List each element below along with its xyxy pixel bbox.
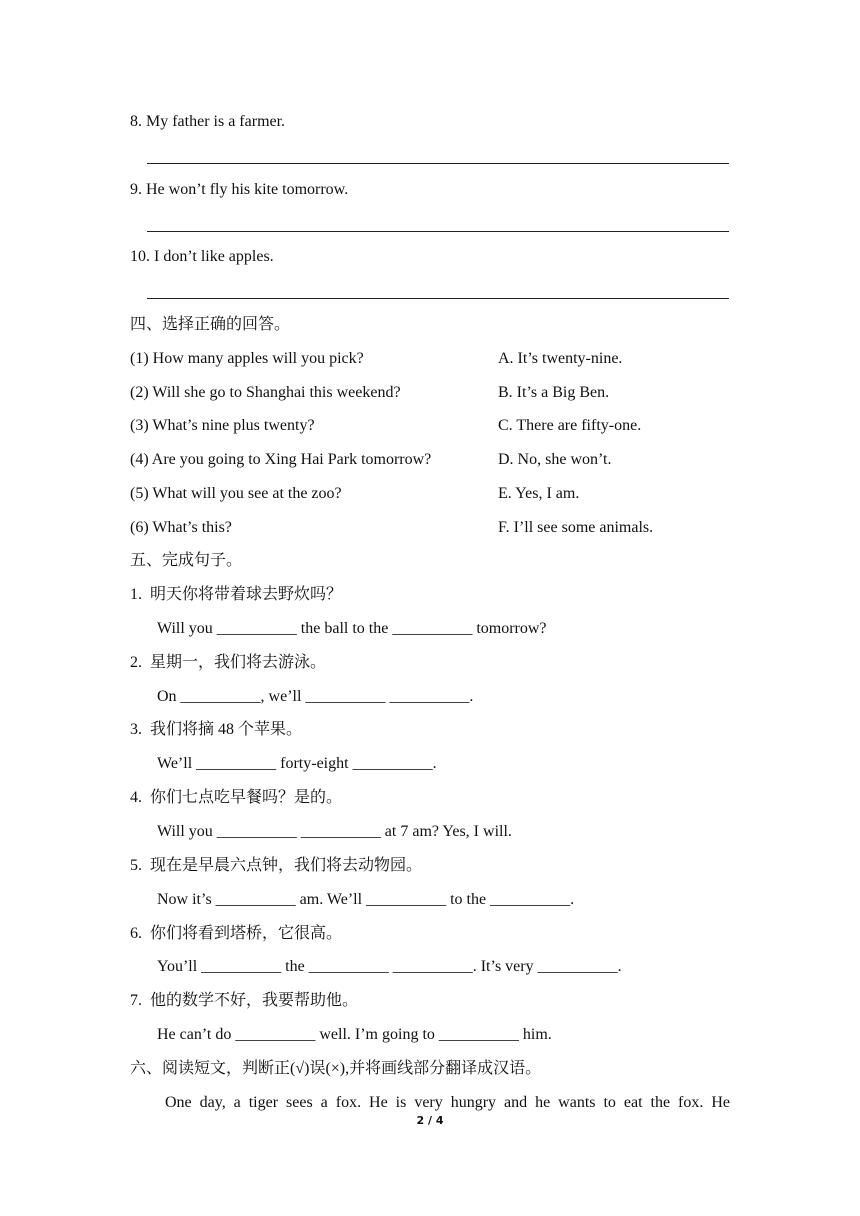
- item-6-chinese: 6. 你们将看到塔桥，它很高。: [130, 925, 343, 942]
- answer-e: E. Yes, I am.: [498, 485, 580, 502]
- answer-d: D. No, she won’t.: [498, 451, 612, 468]
- question-4: (4) Are you going to Xing Hai Park tomorrow?: [130, 451, 432, 468]
- question-3: (3) What’s nine plus twenty?: [130, 417, 315, 434]
- answer-line-10: [147, 298, 729, 299]
- question-2: (2) Will she go to Shanghai this weekend?: [130, 384, 401, 401]
- item-1-english: Will you __________ the ball to the __________ tomorrow?: [157, 620, 547, 637]
- item-2-chinese: 2. 星期一，我们将去游泳。: [130, 654, 327, 671]
- sentence-9: 9. He won’t fly his kite tomorrow.: [130, 181, 349, 198]
- sentence-10: 10. I don’t like apples.: [130, 248, 274, 265]
- section-4-heading: 四、选择正确的回答。: [130, 316, 291, 333]
- item-2-english: On __________, we’ll __________ __________.: [157, 688, 474, 705]
- section-6-heading: 六、阅读短文，判断正(√)误(×),并将画线部分翻译成汉语。: [130, 1060, 542, 1077]
- question-6: (6) What’s this?: [130, 519, 232, 536]
- item-6-english: You’ll __________ the __________ __________. It’s very __________.: [157, 958, 622, 975]
- item-3-english: We’ll __________ forty-eight __________.: [157, 755, 437, 772]
- question-5: (5) What will you see at the zoo?: [130, 485, 342, 502]
- item-5-english: Now it’s __________ am. We’ll __________ to the __________.: [157, 891, 575, 908]
- answer-f: F. I’ll see some animals.: [498, 519, 654, 536]
- item-7-english: He can’t do __________ well. I’m going to __________ him.: [157, 1026, 552, 1043]
- page-number: 2 / 4: [416, 1114, 444, 1127]
- section-5-heading: 五、完成句子。: [130, 552, 243, 569]
- answer-a: A. It’s twenty-nine.: [498, 350, 623, 367]
- answer-c: C. There are fifty-one.: [498, 417, 642, 434]
- reading-paragraph-line: One day, a tiger sees a fox. He is very hungry and he wants to eat the fox. He: [165, 1094, 730, 1111]
- item-3-chinese: 3. 我们将摘 48 个苹果。: [130, 721, 303, 738]
- sentence-8: 8. My father is a farmer.: [130, 113, 286, 130]
- answer-b: B. It’s a Big Ben.: [498, 384, 610, 401]
- answer-line-9: [147, 231, 729, 232]
- item-7-chinese: 7. 他的数学不好，我要帮助他。: [130, 992, 359, 1009]
- item-4-chinese: 4. 你们七点吃早餐吗？是的。: [130, 789, 343, 806]
- question-1: (1) How many apples will you pick?: [130, 350, 364, 367]
- item-5-chinese: 5. 现在是早晨六点钟，我们将去动物园。: [130, 857, 423, 874]
- item-4-english: Will you __________ __________ at 7 am? Yes, I will.: [157, 823, 512, 840]
- item-1-chinese: 1. 明天你将带着球去野炊吗？: [130, 586, 343, 603]
- answer-line-8: [147, 163, 729, 164]
